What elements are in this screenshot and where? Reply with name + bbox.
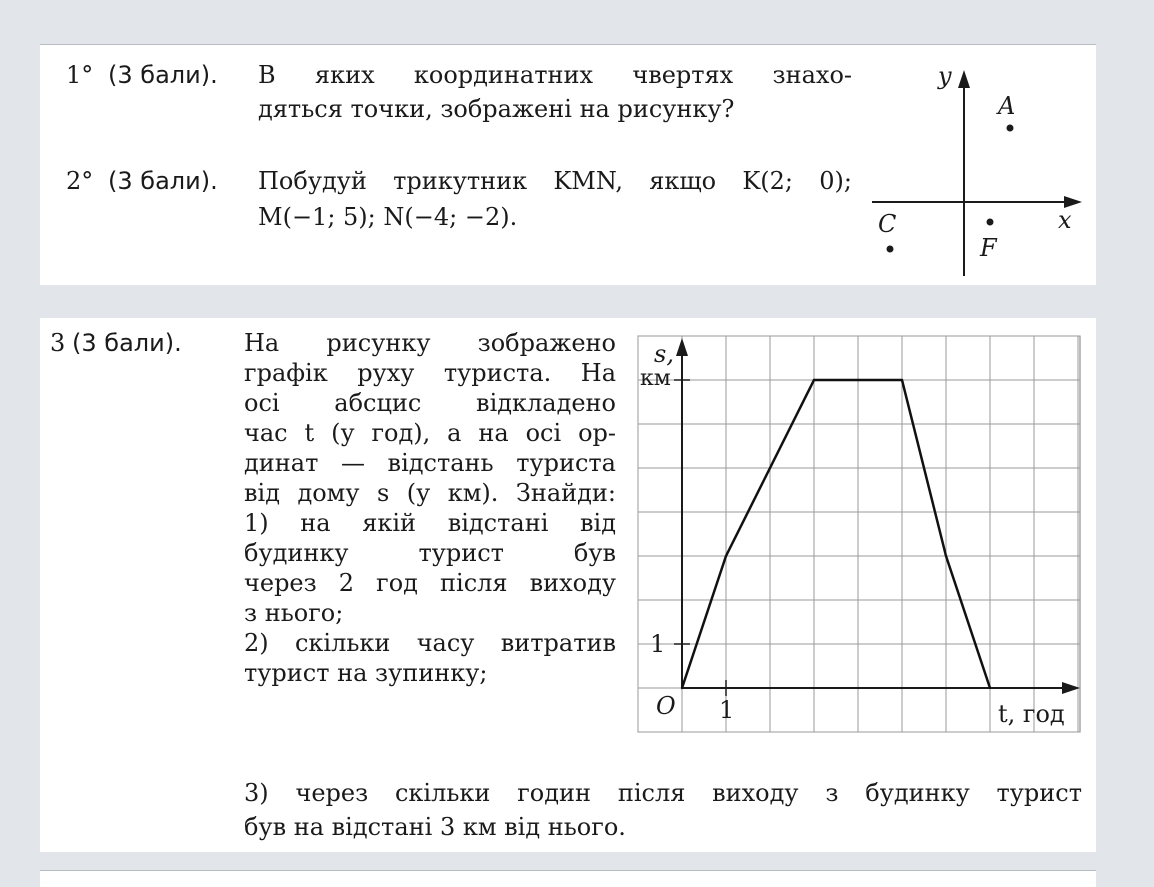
graph-x-arrow-icon [1062,682,1080,694]
series-point [725,555,727,557]
task3-line: час t (у год), а на осі ор- [244,419,616,447]
task2-line1: Побудуй трикутник KMN, якщо K(2; 0); [258,167,852,195]
point-a-label: A [998,92,1016,120]
task2-number: 2° [66,167,94,195]
point-f-label: F [980,234,997,262]
task3-line: графік руху туриста. На [244,359,616,387]
series-point [813,379,815,381]
task3-line: 2) скільки часу витратив [244,629,616,657]
task2-line2: M(−1; 5); N(−4; −2). [258,203,518,231]
next-task-panel [40,870,1096,887]
task2-points: (3 бали). [108,167,218,195]
graph-tick-y-label: 1 [650,630,666,658]
series-point [945,555,947,557]
task1-number: 1° [66,61,94,89]
task3-line: від дому s (у км). Знайди: [244,479,616,507]
task3-number: 3 [50,329,66,357]
task3-line: осі абсцис відкладено [244,389,616,417]
graph-origin-label: O [656,692,676,720]
x-axis-label: x [1058,206,1072,234]
graph-frame [638,336,1080,732]
series-point [989,687,991,689]
task1-points: (3 бали). [108,61,218,89]
task3-question3-line2: був на відстані 3 км від нього. [244,813,626,841]
task3-line: через 2 год після виходу [244,569,616,597]
series-point [681,687,683,689]
task3-points: (3 бали). [72,329,182,357]
graph-x-label [998,700,1065,728]
task3-line: з нього; [244,599,344,627]
task1-line1: В якиx координатних чвертях знахо- [258,61,852,89]
graph-x-label-text: t, год [998,700,1065,728]
graph-y-label-s: s, [654,340,674,368]
task3-line: На рисунку зображено [244,329,616,357]
graph-tick-x-label: 1 [719,696,735,724]
series-line [682,380,990,688]
graph-grid [638,336,1080,732]
graph-y-arrow-icon [676,338,688,356]
series-tourist [681,379,991,689]
task3-line: турист на зупинку; [244,659,488,687]
task3-line: динат — відстань туриста [244,449,616,477]
task3-question3-line1: 3) через скільки годин після виходу з будинку турист [244,779,1082,807]
task3-line: будинку турист був [244,539,616,567]
task3-line: 1) на якій відстані від [244,509,616,537]
series-point [901,379,903,381]
y-axis-label: y [938,62,952,90]
graph-y-label-unit: км [640,366,671,391]
task1-line2: дяться точки, зображені на рисунку? [258,95,735,123]
point-c-label: C [878,210,897,238]
